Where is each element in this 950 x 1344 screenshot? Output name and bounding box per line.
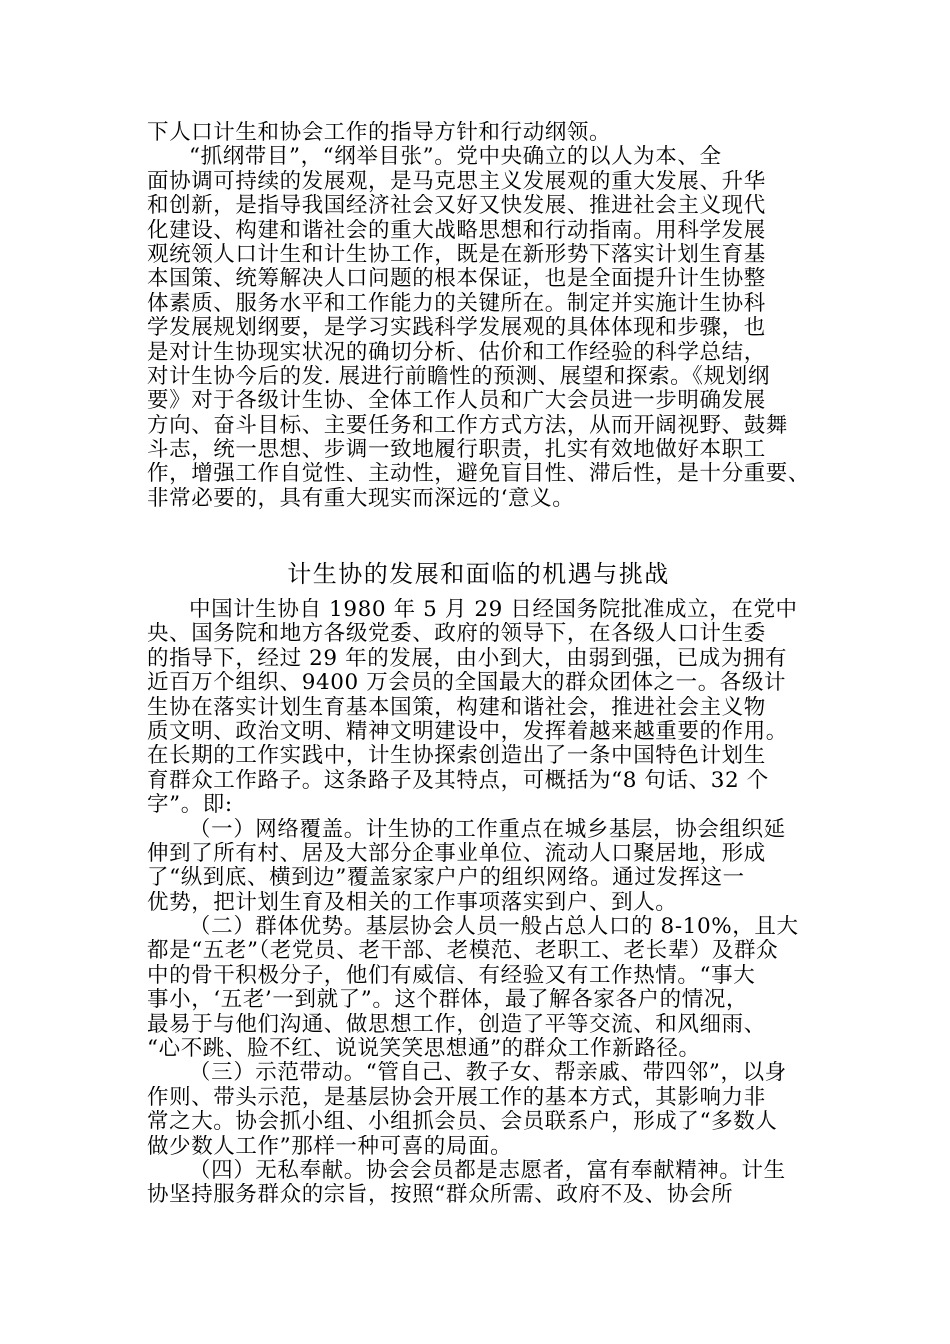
text-line: 优势，把计划生育及相关的工作事项落实到户、到人。: [147, 890, 678, 915]
text-line: 伸到了所有村、居及大部分企事业单位、流动人口聚居地，形成: [147, 841, 766, 866]
text-line: 协坚持服务群众的宗旨，按照“群众所需、政府不及、协会所: [147, 1183, 734, 1208]
text-line: 下人口计生和协会工作的指导方针和行动纲领。: [147, 121, 612, 145]
section-heading: 计生协的发展和面临的机遇与挑战: [287, 560, 670, 588]
text-line: “心不跳、脸不红、说说笑笑思想通”的群众工作新路径。: [147, 1037, 701, 1062]
text-line: 质文明、政治文明、精神文明建设中，发挥着越来越重要的作用。: [147, 719, 788, 744]
text-line: 学发展规划纲要，是学习实践科学发展观的具体体现和步骤，也: [147, 316, 766, 341]
section-intro-text: [147, 121, 810, 511]
text-line: 斗志，统一思想、步调一致地履行职责，扎实有效地做好本职工: [147, 438, 766, 463]
text-line: 近百万个组织、9400 万会员的全国最大的群众团体之一。各级计: [147, 671, 787, 696]
paragraph-first-line: （二）群体优势。基层协会人员一般占总人口的 8-10%，且大: [189, 915, 799, 940]
text-line: 作，增强工作自觉性、主动性，避免盲目性、滞后性，是十分重要、: [147, 462, 810, 487]
section-development-text: [147, 598, 810, 1208]
text-line: 是对计生协现实状况的确切分析、估价和工作经验的科学总结，: [147, 340, 766, 365]
text-line: 面协调可持续的发展观，是马克思主义发展观的重大发展、升华: [147, 169, 766, 194]
paragraph-first-line: （四）无私奉献。协会会员都是志愿者，富有奉献精神。计生: [189, 1158, 786, 1183]
text-line: 作则、带头示范，是基层协会开展工作的基本方式，其影响力非: [147, 1085, 766, 1110]
text-line: 观统领人口计生和计生协工作，既是在新形势下落实计划生育基: [147, 242, 766, 267]
text-line: 和创新，是指导我国经济社会又好又快发展、推进社会主义现代: [147, 194, 766, 219]
text-line: 育群众工作路子。这条路子及其特点，可概括为“8 句话、32 个: [147, 768, 769, 793]
paragraph-first-line: 中国计生协自 1980 年 5 月 29 日经国务院批准成立，在党中: [189, 598, 798, 622]
text-line: 本国策、统筹解决人口问题的根本保证，也是全面提升计生协整: [147, 267, 766, 292]
text-line: 在长期的工作实践中，计生协探索创造出了一条中国特色计划生: [147, 744, 766, 769]
text-line: 方向、奋斗目标、主要任务和工作方式方法，从而开阔视野、鼓舞: [147, 413, 788, 438]
paragraph-first-line: “抓纲带目”，“纲举目张”。党中央确立的以人为本、全: [189, 145, 722, 170]
text-line: 体素质、服务水平和工作能力的关键所在。制定并实施计生协科: [147, 291, 766, 316]
text-line: 要》对于各级计生协、全体工作人员和广大会员进一步明确发展: [147, 389, 766, 414]
text-line: 中的骨干积极分子，他们有威信、有经验又有工作热情。“事大: [147, 963, 756, 988]
paragraph-first-line: （一）网络覆盖。计生协的工作重点在城乡基层，协会组织延: [189, 817, 786, 842]
text-line: 字”。即:: [147, 793, 233, 818]
text-line: 生协在落实计划生育基本国策，构建和谐社会，推进社会主义物: [147, 695, 766, 720]
text-line: 央、国务院和地方各级党委、政府的领导下，在各级人口计生委: [147, 622, 766, 647]
text-line: 的指导下，经过 29 年的发展，由小到大，由弱到强，已成为拥有: [147, 646, 788, 671]
paragraph-first-line: （三）示范带动。“管自己、教子女、帮亲戚、带四邻”，以身: [189, 1061, 787, 1086]
text-line: 化建设、构建和谐社会的重大战略思想和行动指南。用科学发展: [147, 218, 766, 243]
text-line: 最易于与他们沟通、做思想工作，创造了平等交流、和风细雨、: [147, 1012, 766, 1037]
text-line: 对计生协今后的发. 展进行前瞻性的预测、展望和探索。《规划纲: [147, 364, 770, 389]
text-line: 常之大。协会抓小组、小组抓会员、会员联系户，形成了“多数人: [147, 1110, 778, 1135]
text-line: 都是“五老”（老党员、老干部、老模范、老职工、老长辈）及群众: [147, 939, 779, 964]
text-line: 了“纵到底、横到边”覆盖家家户户的组织网络。通过发挥这一: [147, 866, 745, 891]
text-line: 事小，‘五老’一到就了”。这个群体，最了解各家各户的情况，: [147, 988, 749, 1013]
text-line: 非常必要的，具有重大现实而深远的‘意义。: [147, 486, 575, 511]
text-line: 做少数人工作”那样一种可喜的局面。: [147, 1134, 513, 1159]
